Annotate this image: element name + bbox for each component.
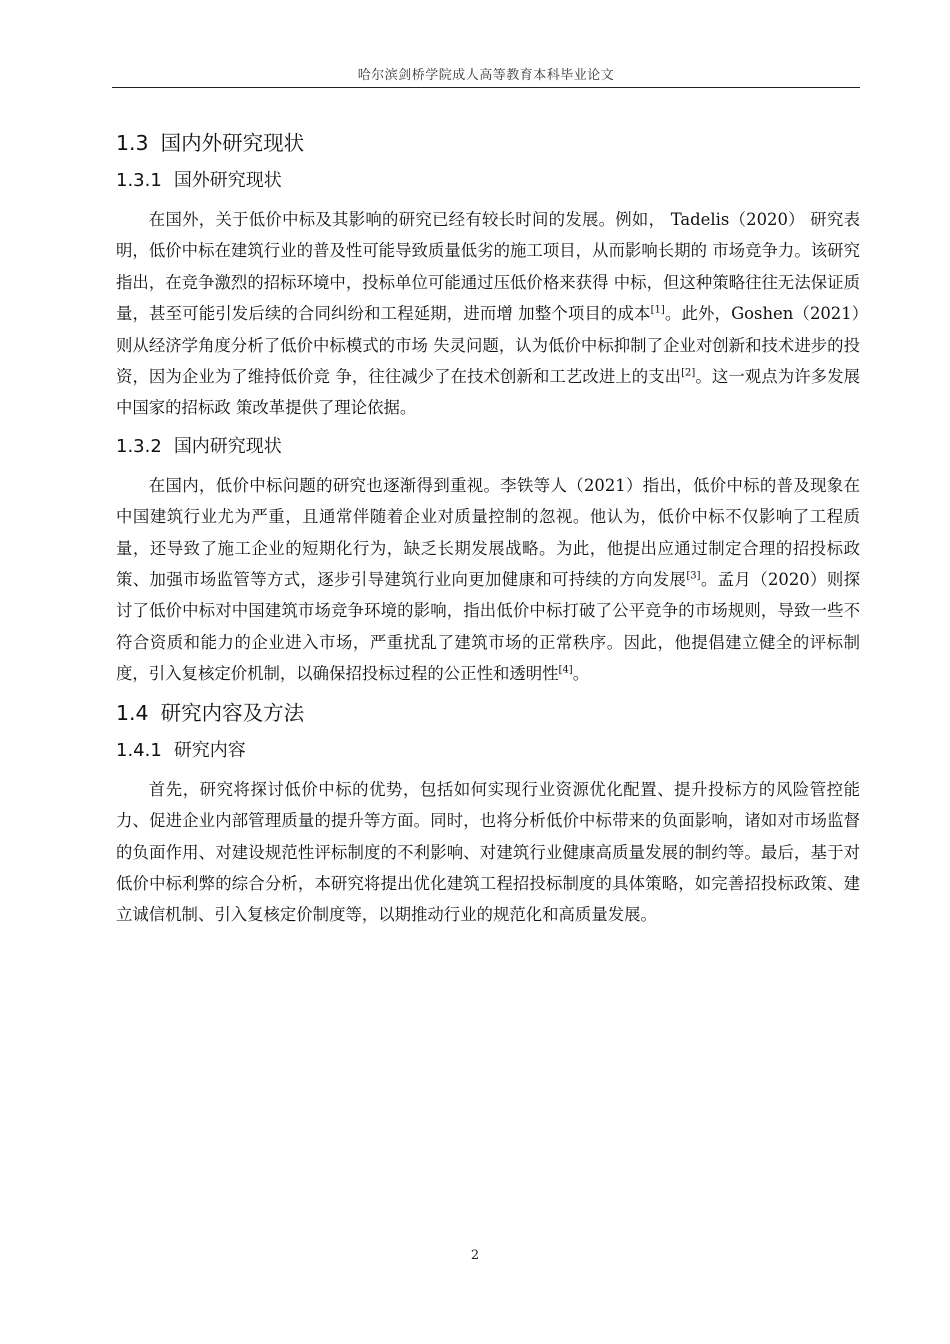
subsection-title: 国外研究现状 — [173, 170, 282, 191]
paragraph-foreign-research — [116, 204, 860, 424]
subsection-number: 1.3.2 — [116, 435, 162, 457]
page-number: 2 — [470, 1248, 480, 1263]
citation-ref: [4] — [558, 664, 573, 676]
citation-ref: [2] — [681, 367, 696, 379]
citation-ref: [3] — [686, 570, 701, 582]
subsection-title: 国内研究现状 — [173, 435, 282, 457]
subsection-heading-1-3-2 — [116, 434, 860, 460]
section-number: 1.3 — [116, 131, 149, 155]
section-heading-1-4 — [116, 698, 860, 728]
paragraph-text: 。这一观点为许多发展中国家的招标政 策改革提供了理论依据。 — [116, 367, 860, 418]
section-title: 国内外研究现状 — [160, 131, 305, 155]
section-number: 1.4 — [116, 700, 149, 725]
paragraph-text: 在国外，关于低价中标及其影响的研究已经有较长时间的发展。例如， Tadelis（2020） 研究表明，低价中标在建筑行业的普及性可能导致质量低劣的施工项目，从而影响长期的 市场竞争力。该研究指出，在竞争激烈的招标环境中，投标单位可能通过压低价格来获得 中标，但这种策略往往无法保证质量，甚至可能引发后续的合同纠纷和工程延期，进而增 加整个项目的成本 — [116, 210, 860, 324]
header-divider — [112, 87, 860, 88]
subsection-number: 1.4.1 — [116, 739, 162, 761]
subsection-heading-1-4-1 — [116, 738, 860, 764]
paragraph-research-content: 首先，研究将探讨低价中标的优势，包括如何实现行业资源优化配置、提升投标方的风险管控能力、促进企业内部管理质量的提升等方面。同时，也将分析低价中标带来的负面影响，诸如对市场监督的负面作用、对建设规范性评标制度的不利影响、对建筑行业健康高质量发展的制约等。最后，基于对低价中标利弊的综合分析，本研究将提出优化建筑工程招投标制度的具体策略，如完善招投标政策、建立诚信机制、引入复核定价制度等，以期推动行业的规范化和高质量发展。 — [116, 779, 860, 925]
paragraph-text: 。孟月（2020）则探讨了低价中标对中国建筑市场竞争环境的影响，指出低价中标打破了公平竞争的市场规则，导致一些不符合资质和能力的企业进入市场，严重扰乱了建筑市场的正常秩序。因此，他提倡建立健全的评标制度，引入复核定价机制，以确保招投标过程的公正性和透明性 — [116, 570, 860, 684]
paragraph-text: 。 — [572, 664, 590, 684]
subsection-heading-1-3-1 — [116, 168, 860, 194]
paragraph-domestic-research — [116, 470, 860, 690]
subsection-title: 研究内容 — [173, 739, 246, 761]
subsection-number: 1.3.1 — [116, 170, 162, 191]
paragraph-text: 。此外，Goshen（2021）则从经济学角度分析了低价中标模式的市场 失灵问题，认为低价中标抑制了企业对创新和技术进步的投资，因为企业为了维持低价竞 争，往往减少了在技术创新和工艺改进上的支出 — [116, 304, 860, 387]
running-header: 哈尔滨剑桥学院成人高等教育本科毕业论文 — [357, 68, 615, 83]
citation-ref: [1] — [650, 304, 665, 316]
section-title: 研究内容及方法 — [160, 700, 305, 725]
section-heading-1-3 — [116, 128, 860, 158]
paragraph-text: 在国内，低价中标问题的研究也逐渐得到重视。李铁等人（2021）指出，低价中标的普及现象在中国建筑行业尤为严重，且通常伴随着企业对质量控制的忽视。他认为，低价中标不仅影响了工程质量，还导致了施工企业的短期化行为，缺乏长期发展战略。为此，他提出应通过制定合理的招投标政策、加强市场监管等方式，逐步引导建筑行业向更加健康和可持续的方向发展 — [116, 475, 860, 590]
page-body — [116, 120, 860, 931]
